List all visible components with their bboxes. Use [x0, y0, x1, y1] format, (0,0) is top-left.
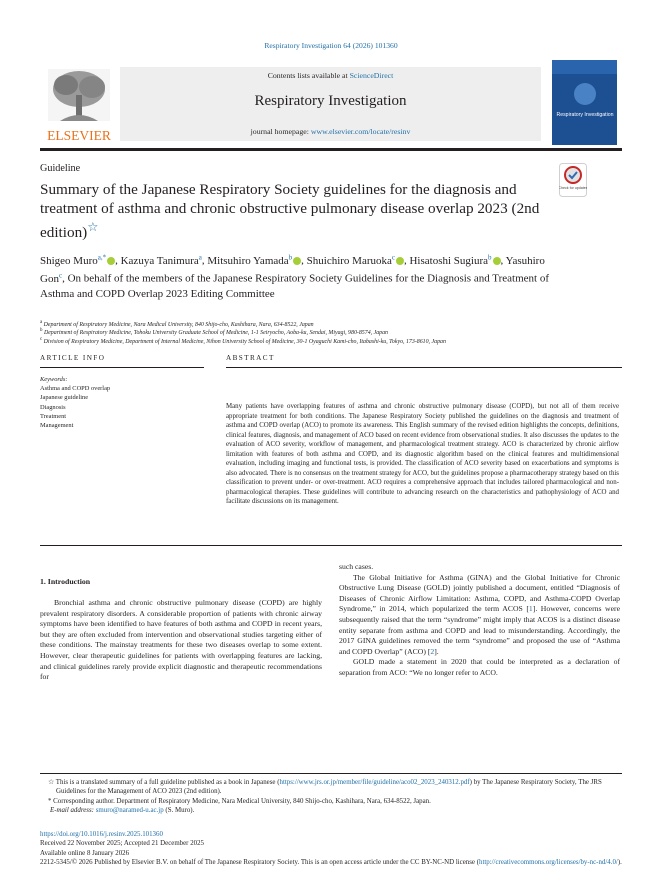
email-link[interactable]: smuro@naramed-u.ac.jp [95, 807, 164, 815]
sciencedirect-link[interactable]: ScienceDirect [349, 71, 394, 80]
journal-reference[interactable]: Respiratory Investigation 64 (2026) 101360 [264, 41, 398, 50]
abstract-text: Many patients have overlapping features of asthma and chronic obstructive pulmonary disease (COPD), but not all of them receive appropriate treatment for both conditions. The Japanese Respiratory Society published the guidelines on the diagnosis and treatment of asthma and COPD overlap (ACO) to promote its awareness. This English summary of the revised edition highlights the concepts, definitions, clinical features, diagnosis, and management of ACO based on recent evidence from observational studies. It also discusses the updates to the evaluation of ACO severity, workflow of management, and pharmacological treatment strategy. ACO is characterized by chronic airflow limitation with features of both asthma and COPD, and its diagnostic algorithm based on the clinical features and multidimensional evaluation, including imaging and functional tests, is provided. The classification of ACO severity based on exacerbations and symptoms is also advocated. There is no consensus on the treatment strategy for ACO, but the guidelines propose a pharmacotherapy strategy based on this classification to prevent under- or over-treatment. ACO requires a comprehensive approach that includes tailored pharmacological and non-pharmacological therapies. These guidelines will contribute to advancing research on the characteristics and pathophysiology of ACO and facilitate discussions on its management. [226, 403, 619, 506]
footnote-email [40, 806, 622, 815]
keywords-block [40, 375, 200, 430]
orcid-icon[interactable] [493, 257, 501, 265]
abstract-heading: ABSTRACT [226, 354, 275, 362]
orcid-icon[interactable] [396, 257, 404, 265]
footnote-rule [40, 773, 622, 774]
article-title-text: Summary of the Japanese Respiratory Society guidelines for the diagnosis and treatment of asthma and chronic obstructive pulmonary disease overlap 2023 (2nd edition) [40, 181, 540, 242]
citation-link[interactable]: 2 [430, 646, 435, 656]
journal-homepage [120, 127, 541, 136]
author-affiliation-mark[interactable]: c [58, 271, 63, 280]
abstract-bottom-rule [40, 545, 622, 546]
paragraph-text: ]. [434, 646, 439, 656]
homepage-prefix: journal homepage: [250, 127, 311, 136]
affiliation-mark: c [40, 337, 43, 342]
abstract-rule [226, 367, 622, 368]
body-paragraph: Bronchial asthma and chronic obstructive pulmonary disease (COPD) are highly prevalent respiratory disorders. A considerable proportion of patients with chronic airway symptoms have been identified to have features of both asthma and COPD in recent years, but they are often excluded from intervention and observational studies targeting either of these conditions. The mainstay treatments for these two diseases overlap to some extent. However, clear therapeutic guidelines for patients with overlapping features are lacking, and clinical guidelines rarely provide explicit diagnostic and therapeutic recommendations for [40, 598, 322, 682]
affiliation-mark: b [40, 328, 43, 333]
footnote-corresponding [40, 797, 622, 806]
author[interactable] [207, 255, 301, 267]
journal-name: Respiratory Investigation [254, 93, 407, 109]
author[interactable] [121, 255, 202, 267]
cover-title: Respiratory Investigation [556, 112, 614, 118]
affiliation-text: Department of Respiratory Medicine, Nara Medical University, 840 Shijo-cho, Kashihara, Nara, 634-8522, Japan [43, 321, 314, 328]
journal-cover-icon [552, 60, 617, 145]
author-separator: , [201, 254, 208, 267]
contents-line [120, 71, 541, 80]
author-separator: , [403, 254, 410, 267]
license-link[interactable]: http://creativecommons.org/licenses/by-nc-nd/4.0/ [479, 859, 618, 867]
author-separator: , [115, 254, 121, 267]
article-info-rule [40, 367, 204, 368]
author-list [40, 250, 550, 301]
copyright-end: ). [617, 859, 622, 867]
crossmark-button[interactable] [559, 163, 587, 197]
doi-link[interactable]: https://doi.org/10.1016/j.resinv.2025.101360 [40, 831, 163, 838]
footnote-link[interactable]: https://www.jrs.or.jp/member/file/guideline/aco02_2023_240312.pdf [279, 779, 470, 786]
keyword: Diagnosis [40, 403, 66, 411]
check-for-updates-icon [559, 163, 587, 197]
orcid-icon[interactable] [107, 257, 115, 265]
article-type: Guideline [40, 163, 81, 174]
author[interactable] [307, 255, 404, 267]
keywords-label: Keywords: [40, 376, 68, 383]
author-separator: , [301, 254, 307, 267]
section-heading-introduction: 1. Introduction [40, 577, 91, 586]
author-affiliation-mark[interactable]: b [488, 253, 492, 261]
body-column-right [339, 562, 620, 679]
affiliation-c [40, 336, 580, 346]
author-name: Shigeo Muro [40, 254, 98, 267]
copyright-text: 2212-5345/© 2026 Published by Elsevier B.V. on behalf of The Japanese Respiratory Society. This is an open access article under the CC BY-NC-ND license ( [40, 859, 479, 867]
author-name: Kazuya Tanimura [120, 254, 199, 267]
header-rule [40, 148, 622, 151]
author-name: Yasuhiro Gon [40, 254, 545, 285]
elsevier-wordmark: ELSEVIER [47, 128, 111, 143]
footnote-text: This is a translated summary of a full guideline published as a book in Japanese ( [54, 779, 280, 786]
available-online: Available online 8 January 2026 [40, 849, 130, 857]
author[interactable] [40, 255, 115, 267]
body-paragraph: GOLD made a statement in 2020 that could be interpreted as a declaration of separation from ACO: “We no longer refer to ACO. [339, 657, 620, 677]
elsevier-logo[interactable] [40, 67, 118, 145]
footnote-text: Corresponding author. Department of Respiratory Medicine, Nara Medical University, 840 Shijo-cho, Kashihara, Nara, 634-8522, Japan. [51, 797, 431, 805]
author-affiliation-mark[interactable]: c [391, 253, 395, 261]
crossmark-label: Check for updates [559, 186, 587, 190]
elsevier-tree-icon [40, 67, 118, 145]
body-paragraph-continued: such cases. [339, 562, 374, 571]
homepage-link[interactable]: www.elsevier.com/locate/resinv [310, 127, 411, 136]
paragraph-text: ]. However, concerns were subsequently raised that the term “syndrome” might imply that ACOS is a distinct disease entity separate from asthma and COPD and lead to misunderstanding. Accordingly, the 2017 GINA guidelines removed the term “syndrome” and proposed the use of “Asthma and COPD Overlap” (ACO) [ [339, 604, 620, 656]
body-paragraph [339, 573, 620, 658]
footnote-title [40, 778, 622, 797]
affiliation-text: Division of Respiratory Medicine, Department of Internal Medicine, Nihon University School of Medicine, 30-1 Oyaguchi Kami-cho, Itabashi-ku, Tokyo, 173-8610, Japan [43, 338, 446, 345]
author-affiliation-mark[interactable]: a,* [97, 253, 107, 261]
footnotes [40, 778, 622, 816]
author-name: Shuichiro Maruoka [306, 254, 392, 267]
affiliation-mark: a [40, 320, 43, 325]
author[interactable] [409, 255, 500, 267]
author-separator: , [500, 254, 506, 267]
footnote-text: ) by The Japanese Respiratory Society, The JRS Guidelines for the Management of ACO 2023 (2nd edition). [56, 779, 602, 796]
keyword: Japanese guideline [40, 394, 89, 402]
author-separator: , [62, 272, 68, 285]
contents-prefix: Contents lists available at [267, 71, 350, 80]
keyword: Management [40, 422, 74, 430]
received-dates: Received 22 November 2025; Accepted 21 December 2025 [40, 840, 204, 848]
author-name: Mitsuhiro Yamada [207, 254, 289, 267]
copyright [40, 858, 622, 867]
article-info-heading: ARTICLE INFO [40, 354, 106, 362]
body-column-left [40, 598, 322, 683]
footnote-mark: * [48, 797, 52, 805]
author-name: Hisatoshi Sugiura [409, 254, 489, 267]
email-suffix: (S. Muro). [163, 807, 195, 815]
author-affiliation-mark[interactable]: b [288, 253, 293, 261]
article-title [40, 180, 545, 243]
affiliation-text: Department of Respiratory Medicine, Tohoku University Graduate School of Medicine, 1-1 Seiryocho, Aoba-ku, Sendai, Miyagi, 980-8574, Japan [43, 329, 388, 336]
title-footnote-mark[interactable]: ☆ [87, 220, 99, 235]
author-affiliation-mark[interactable]: a [198, 253, 202, 261]
keyword: Asthma and COPD overlap [40, 385, 111, 393]
publication-info [40, 830, 622, 868]
keyword: Treatment [40, 412, 67, 420]
journal-cover-thumbnail[interactable] [552, 60, 617, 145]
citation-link[interactable]: 1 [528, 604, 533, 614]
email-label: E-mail address: [50, 807, 94, 815]
footnote-mark: ☆ [48, 779, 55, 786]
orcid-icon[interactable] [293, 257, 301, 265]
author-group: On behalf of the members of the Japanese Respiratory Society Guidelines for the Diagnosis and Treatment of Asthma and COPD Overlap 2023 Editing Committee [40, 272, 550, 300]
paragraph-text: The Global Initiative for Asthma (GINA) and the Global Initiative for Chronic Obstructive Lung Disease (GOLD) jointly published a document, entitled “Diagnosis of Diseases of Chronic Airflow Limitation: Asthma, COPD, and Asthma-COPD Overlap Syndrome,” in 2014, which popularized the term ACOS [ [339, 572, 620, 614]
